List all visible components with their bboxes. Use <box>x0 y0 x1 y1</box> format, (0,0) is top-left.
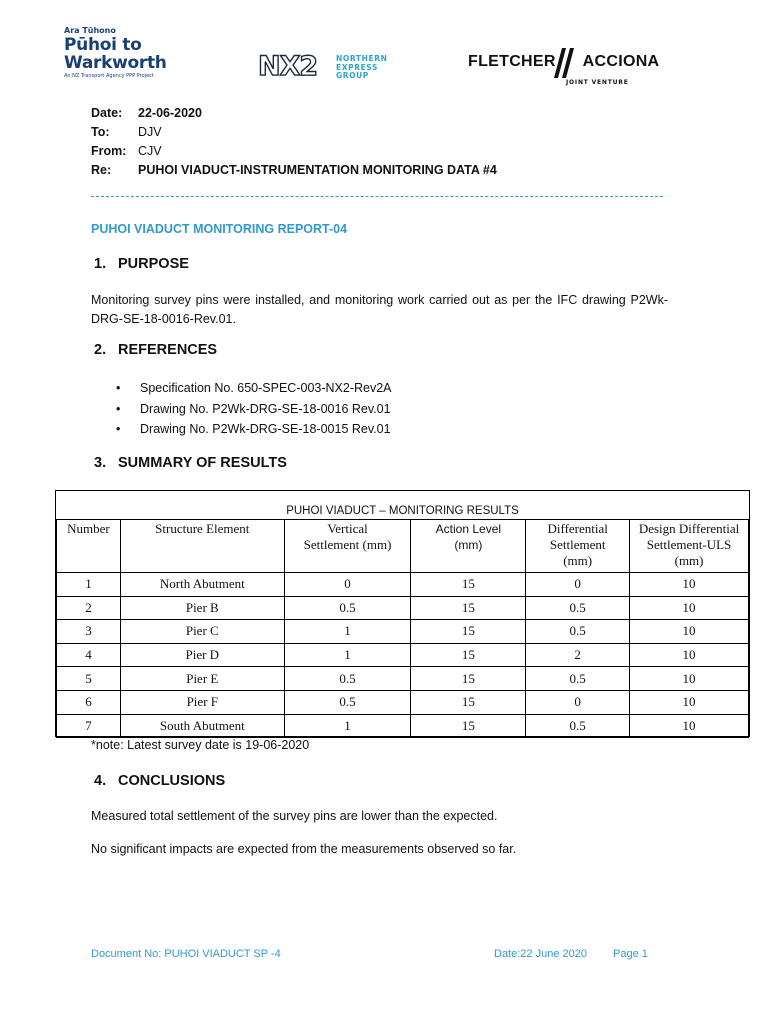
reference-text: Drawing No. P2Wk-DRG-SE-18-0016 Rev.01 <box>140 401 391 416</box>
references-list <box>116 378 392 440</box>
logo-tagline: An NZ Transport Agency PPP Project <box>64 73 154 79</box>
footer-page-number: Page 1 <box>613 948 648 960</box>
cell-differential-settlement: 0.5 <box>526 620 630 644</box>
footer-document-number: Document No: PUHOI VIADUCT SP -4 <box>91 948 281 960</box>
header-line: Settlement-ULS <box>646 537 732 552</box>
cell-design-differential: 10 <box>630 667 749 691</box>
cell-design-differential: 10 <box>630 620 749 644</box>
section-heading-summary <box>94 455 287 471</box>
cell-number: 3 <box>57 620 121 644</box>
table-row <box>57 620 749 644</box>
cell-differential-settlement: 0.5 <box>526 714 630 738</box>
survey-date-note: *note: Latest survey date is 19-06-2020 <box>91 738 310 752</box>
nx2-group-name <box>336 55 387 81</box>
nx2-text-line: EXPRESS <box>336 62 378 72</box>
memo-date-row <box>91 104 497 123</box>
conclusion-line-1: Measured total settlement of the survey pins are lower than the expected. <box>91 809 498 823</box>
bullet: • <box>116 401 121 416</box>
header-line: (mm) <box>674 553 704 568</box>
bullet: • <box>116 381 121 395</box>
table-row <box>57 714 749 738</box>
cell-design-differential: 10 <box>630 573 749 597</box>
header-line: Settlement (mm) <box>303 537 392 552</box>
cell-structure-element: Pier B <box>120 596 284 620</box>
results-table-box <box>55 490 750 737</box>
memo-re-label: Re: <box>91 163 112 177</box>
results-table <box>56 519 749 738</box>
memo-to-row <box>91 123 497 142</box>
cell-action-level: 15 <box>411 596 526 620</box>
cell-differential-settlement: 2 <box>526 643 630 667</box>
cell-action-level: 15 <box>411 714 526 738</box>
list-item <box>116 399 392 420</box>
puhoi-to-warkworth-logo <box>64 26 184 86</box>
logo-line-2: Warkworth <box>64 53 167 73</box>
section-heading-conclusions <box>94 773 225 789</box>
cell-design-differential: 10 <box>630 643 749 667</box>
section-title: SUMMARY OF RESULTS <box>118 455 287 471</box>
memo-from-value: CJV <box>138 144 162 158</box>
cell-design-differential: 10 <box>630 596 749 620</box>
section-heading-references <box>94 342 217 358</box>
header-line: Number <box>67 521 110 536</box>
cell-number: 7 <box>57 714 121 738</box>
report-title: PUHOI VIADUCT MONITORING REPORT-04 <box>91 222 348 236</box>
fletcher-acciona-logo <box>468 48 658 90</box>
cell-action-level: 15 <box>411 690 526 714</box>
section-number: 1. <box>94 256 107 272</box>
cell-differential-settlement: 0.5 <box>526 667 630 691</box>
cell-differential-settlement: 0.5 <box>526 596 630 620</box>
cell-structure-element: North Abutment <box>120 573 284 597</box>
table-caption: PUHOI VIADUCT – MONITORING RESULTS <box>286 505 519 517</box>
table-row <box>57 596 749 620</box>
memo-header <box>91 104 497 180</box>
header-line: Settlement <box>549 537 606 552</box>
cell-vertical-settlement: 0.5 <box>284 596 411 620</box>
dashed-divider <box>91 196 663 197</box>
bullet: • <box>116 422 121 436</box>
header-line: (mm) <box>454 538 483 552</box>
memo-re-row <box>91 161 497 180</box>
list-item <box>116 419 392 440</box>
cell-number: 1 <box>57 573 121 597</box>
section-number: 3. <box>94 455 107 471</box>
cell-design-differential: 10 <box>630 714 749 738</box>
memo-re-value: PUHOI VIADUCT-INSTRUMENTATION MONITORING DATA #4 <box>138 163 497 177</box>
double-slash-icon <box>554 48 576 78</box>
section-title: PURPOSE <box>118 256 189 272</box>
header-line: Structure Element <box>155 521 250 536</box>
cell-vertical-settlement: 0.5 <box>284 667 411 691</box>
memo-date-value: 22-06-2020 <box>138 106 202 120</box>
cell-action-level: 15 <box>411 620 526 644</box>
section-number: 4. <box>94 773 107 789</box>
cell-vertical-settlement: 0.5 <box>284 690 411 714</box>
header-line: Action Level <box>435 522 502 536</box>
header-design-differential <box>630 520 749 573</box>
conclusion-line-2: No significant impacts are expected from the measurements observed so far. <box>91 842 517 856</box>
memo-from-row <box>91 142 497 161</box>
cell-action-level: 15 <box>411 667 526 691</box>
section-number: 2. <box>94 342 107 358</box>
fa-word-fletcher: FLETCHER <box>468 53 556 70</box>
cell-number: 4 <box>57 643 121 667</box>
logo-subtitle: Ara Tūhono <box>64 26 116 35</box>
cell-vertical-settlement: 1 <box>284 714 411 738</box>
footer-date: Date:22 June 2020 <box>494 948 587 960</box>
header-action-level <box>411 520 526 573</box>
header-line: Differential <box>547 521 608 536</box>
cell-number: 2 <box>57 596 121 620</box>
cell-differential-settlement: 0 <box>526 573 630 597</box>
header-line: Vertical <box>327 521 368 536</box>
memo-date-label: Date: <box>91 106 123 120</box>
cell-action-level: 15 <box>411 573 526 597</box>
section-heading-purpose <box>94 256 189 272</box>
memo-to-label: To: <box>91 125 110 139</box>
nx2-mark: NX2 <box>258 51 318 82</box>
table-row <box>57 573 749 597</box>
cell-structure-element: South Abutment <box>120 714 284 738</box>
list-item <box>116 378 392 399</box>
cell-design-differential: 10 <box>630 690 749 714</box>
fa-word-acciona: ACCIONA <box>582 53 660 70</box>
reference-text: Drawing No. P2Wk-DRG-SE-18-0015 Rev.01 <box>140 422 391 436</box>
cell-structure-element: Pier F <box>120 690 284 714</box>
memo-to-value: DJV <box>138 125 162 139</box>
header-vertical-settlement <box>284 520 411 573</box>
table-header-row <box>57 520 749 573</box>
table-row <box>57 643 749 667</box>
nx2-text-line: NORTHERN <box>336 54 388 63</box>
header-line: Design Differential <box>638 521 740 536</box>
cell-structure-element: Pier C <box>120 620 284 644</box>
cell-differential-settlement: 0 <box>526 690 630 714</box>
table-row <box>57 667 749 691</box>
reference-text: Specification No. 650-SPEC-003-NX2-Rev2A <box>140 381 392 395</box>
cell-action-level: 15 <box>411 643 526 667</box>
nx2-text-line: GROUP <box>336 71 369 80</box>
cell-structure-element: Pier D <box>120 643 284 667</box>
cell-number: 6 <box>57 690 121 714</box>
cell-vertical-settlement: 0 <box>284 573 411 597</box>
memo-from-label: From: <box>91 144 127 158</box>
fa-joint-venture: JOINT VENTURE <box>566 79 629 86</box>
table-row <box>57 690 749 714</box>
header-line: (mm) <box>563 553 593 568</box>
section-title: CONCLUSIONS <box>118 773 226 789</box>
header-structure-element <box>120 520 284 573</box>
nx2-logo <box>258 52 398 86</box>
cell-vertical-settlement: 1 <box>284 643 411 667</box>
logo-line-1: Pūhoi to <box>64 35 142 55</box>
header-differential-settlement <box>526 520 630 573</box>
section-title: REFERENCES <box>118 342 218 358</box>
cell-structure-element: Pier E <box>120 667 284 691</box>
header-number <box>57 520 121 573</box>
purpose-text: Monitoring survey pins were installed, and monitoring work carried out as per the IFC drawing P2Wk-DRG-SE-18-0016-Rev.01. <box>91 293 668 326</box>
cell-number: 5 <box>57 667 121 691</box>
cell-vertical-settlement: 1 <box>284 620 411 644</box>
